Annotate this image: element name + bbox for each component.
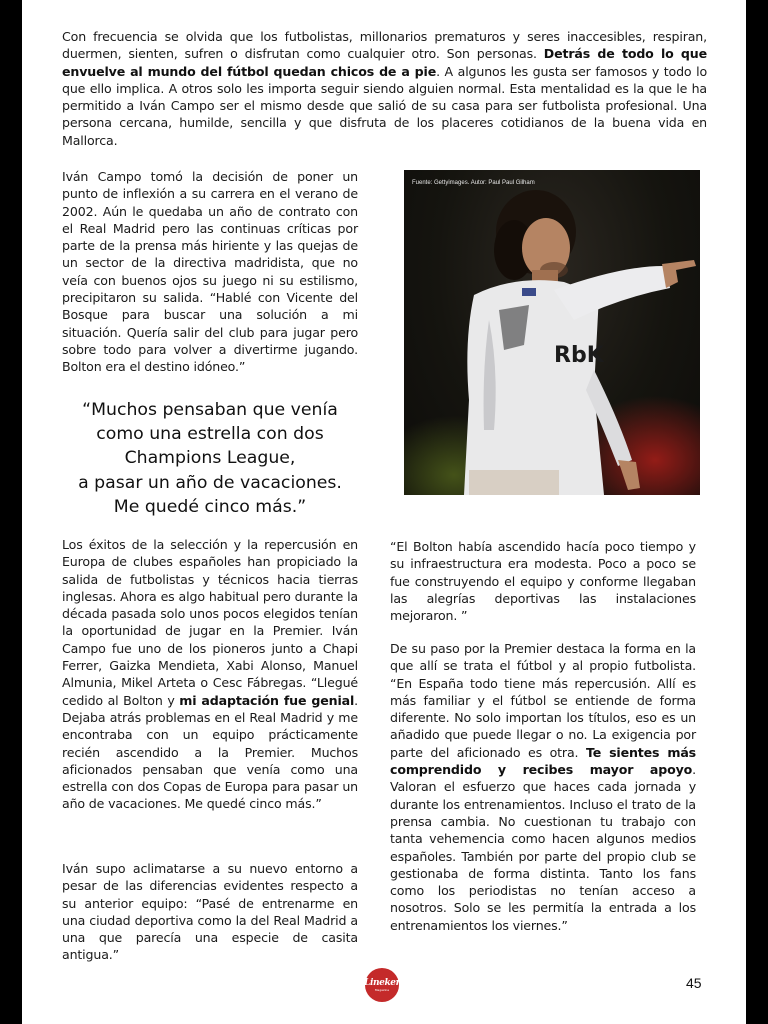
svg-text:RbK: RbK — [554, 343, 604, 368]
pull-quote-line: Me quedé cinco más.” — [113, 496, 307, 517]
pull-quote-line: a pasar un año de vacaciones. — [78, 472, 342, 493]
right-paragraph-1: “El Bolton había ascendido hacía poco tiempo y su infraestructura era modesta. Poco a poco se fue construyendo el equipo y conforme llegaban las alegrías deportivas las instalaciones mejoraron. ” — [390, 539, 696, 624]
paragraph-text: De su paso por la Premier destaca la forma en la que allí se trata el fútbol y al propio futbolista. “En España todo tiene más repercusión. Allí es más familiar y el fútbol se entiende de forma diferente. No solo importan los títulos, eso es un añadido que puede llegar o no. La exigencia por parte del aficionado es otra. — [390, 641, 696, 760]
left-paragraph-3: Iván supo aclimatarse a su nuevo entorno a pesar de las diferencias evidentes respecto a su anterior equipo: “Pasé de entrenarme en una ciudad deportiva como la del Real Madrid a una que parecía una especie de casita antigua.” — [62, 861, 358, 963]
paragraph-text-cont: . Dejaba atrás problemas en el Real Madrid y me encontraba con un equipo prácticamente recién ascendido a la Premier. Muchos aficionados pensaban que venía como una estrella con dos Copas de Europa para pasar un año de vacaciones. Me quedé cinco más.” — [62, 692, 358, 812]
magazine-page — [22, 0, 746, 1024]
left-paragraph-2 — [62, 536, 358, 813]
right-paragraph-2 — [390, 640, 696, 934]
pull-quote-line: Champions League, — [124, 448, 296, 469]
intro-text-cont: . A algunos les gusta ser famosos y todo lo que ello implica. A otros solo les importa seguir siendo alguien normal. Esta mentalidad es la que le ha permitido a Iván Campo ser el mismo desde que salió de su casa para ser futbolista profesional. Una persona cercana, humilde, sencilla y que disfruta de los placeres cotidianos de la buena vida en Mallorca. — [62, 63, 708, 148]
lineker-magazine-logo — [365, 968, 399, 1002]
photo-credit: Fuente: Gettyimages. Autor: Paul Paul Gilham — [412, 180, 535, 186]
paragraph-bold-text: mi adaptación fue genial — [179, 692, 355, 708]
paragraph-bold-text: Te sientes más comprendido y recibes mayor apoyo — [390, 744, 697, 778]
paragraph-text-cont: . Valoran el esfuerzo que haces cada jornada y durante los entrenamientos. Incluso el trato de la prensa cambia. No cuestionan tu trabajo con tanta vehemencia como hacen algunos medios españoles. También por parte del propio club se gestionaba de forma distinta. Tanto los fans como los periodistas no tenían acceso a nosotros. Solo se les permitía la entrada a los entrenamientos los viernes.” — [390, 762, 696, 933]
page-number: 45 — [686, 975, 702, 991]
player-figure-illustration — [404, 170, 700, 495]
logo-text: Lineker — [364, 977, 400, 988]
intro-bold-text: Detrás de todo lo que envuelve al mundo del fútbol quedan chicos de a pie — [62, 46, 708, 79]
logo-subtext: Magazine — [374, 987, 390, 992]
left-paragraph-1: Iván Campo tomó la decisión de poner un punto de inflexión a su carrera en el verano de 2002. Aún le quedaba un año de contrato con el Real Madrid pero las continuas críticas por parte de la prensa más hiriente y las quejas de un sector de la directiva madridista, que no veía con buenos ojos su juego ni su estilismo, precipitaron su salida. “Hablé con Vicente del Bosque para buscar una solución a mi situación. Quería salir del club para jugar pero sobre todo para volver a divertirme jugando. Bolton era el destino idóneo.” — [62, 169, 358, 375]
player-photo — [404, 170, 700, 495]
pull-quote-line: “Muchos pensaban que venía — [82, 400, 338, 420]
intro-paragraph — [62, 28, 707, 149]
pull-quote — [60, 398, 360, 519]
paragraph-text: Los éxitos de la selección y la repercusión en Europa de clubes españoles han propiciado la salida de futbolistas y técnicos hacia tierras inglesas. Ahora es algo habitual pero durante la década pasada solo unos pocos elegidos tenían la oportunidad de jugar en la Premier. Iván Campo fue uno de los pioneros junto a Chapi Ferrer, Gaizka Mendieta, Xabi Alonso, Manuel Almunia, Mikel Arteta o Cesc Fábregas. “Llegué cedido al Bolton y — [62, 537, 358, 708]
intro-text: Con frecuencia se olvida que los futbolistas, millonarios prematuros y seres inaccesibles, respiran, duermen, sienten, sufren o disfrutan como cualquier otro. Son personas. — [62, 29, 707, 62]
pull-quote-line: como una estrella con dos — [96, 424, 324, 445]
